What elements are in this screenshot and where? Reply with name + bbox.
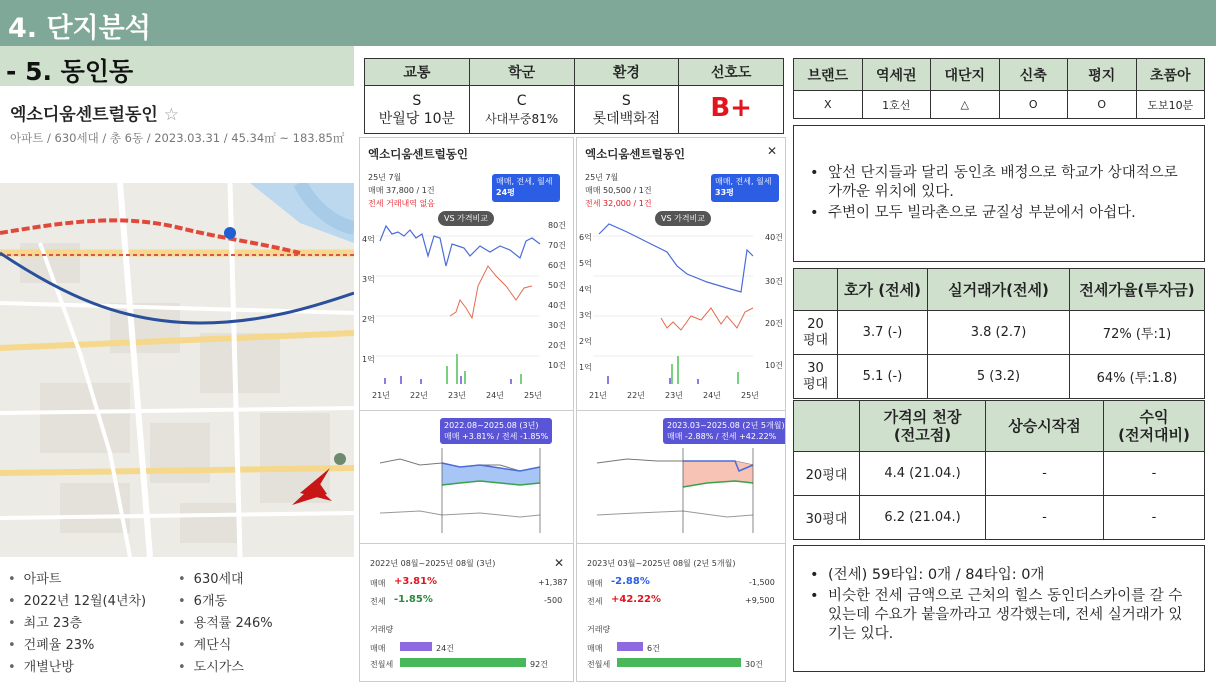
- tooltip-range: 2023.03~2025.08 (2년 5개월): [667, 421, 785, 430]
- summary-range: 2022년 08월~2025년 08월 (3년): [370, 559, 496, 568]
- fact-bcr: • 건폐율 23%: [8, 634, 94, 653]
- axis-y2: 10건: [765, 361, 783, 370]
- attr-header-large: 대단지: [931, 59, 1000, 91]
- axis-year: 21년: [372, 391, 390, 400]
- map-graphic: [0, 183, 354, 557]
- panel-chart-compare: [577, 443, 786, 538]
- price-header-real: 실거래가(전세): [928, 269, 1070, 311]
- summary-sale-amt: +1,387: [538, 578, 568, 587]
- axis-year: 23년: [665, 391, 683, 400]
- divider: [360, 543, 574, 544]
- axis-y2: 20건: [765, 319, 783, 328]
- panel-month: 25년 7월: [368, 173, 402, 182]
- volume-jeonse: 30건: [745, 660, 763, 669]
- axis-y2: 20건: [548, 341, 566, 350]
- summary-jeonse-label: 전세: [370, 597, 386, 606]
- attributes-table: [793, 58, 1205, 119]
- price-ask: 5.1 (-): [838, 355, 928, 399]
- rating-cell-traffic: [365, 86, 470, 134]
- close-icon[interactable]: ✕: [767, 144, 778, 158]
- star-icon[interactable]: ☆: [163, 105, 179, 125]
- volume-bar-sale: [617, 642, 643, 651]
- axis-y2: 30건: [548, 321, 566, 330]
- summary-sale-amt: -1,500: [749, 578, 775, 587]
- volume-bar-sale: [400, 642, 432, 651]
- panel-title: 엑소디움센트럴동인: [585, 147, 685, 161]
- volume-sale: 24건: [436, 644, 454, 653]
- rating-table: [364, 58, 784, 134]
- preference-grade: B+: [710, 92, 752, 123]
- price-ratio: 64% (투:1.8): [1070, 355, 1205, 399]
- fact-gas: • 도시가스: [178, 656, 244, 675]
- axis-y2: 40건: [765, 233, 783, 242]
- attr-header-flat: 평지: [1068, 59, 1137, 91]
- axis-y: 4억: [362, 235, 375, 244]
- axis-year: 23년: [448, 391, 466, 400]
- peak-table: [793, 400, 1205, 540]
- vs-compare-button[interactable]: VS 가격비교: [438, 211, 494, 226]
- axis-year: 25년: [524, 391, 542, 400]
- axis-y: 3억: [579, 311, 592, 320]
- apartment-name: [10, 100, 179, 125]
- axis-y2: 60건: [548, 261, 566, 270]
- price-row-label: 30 평대: [794, 355, 838, 399]
- section-title: 4. 단지분석: [8, 13, 151, 44]
- fact-buildings: • 6개동: [178, 590, 227, 609]
- price-table: [793, 268, 1205, 399]
- volume-jeonse-label: 전월세: [370, 660, 394, 669]
- axis-y2: 70건: [548, 241, 566, 250]
- detail-env: 롯데백화점: [592, 110, 661, 127]
- rating-header-pref: 선호도: [679, 59, 784, 86]
- attr-header-new: 신축: [999, 59, 1068, 91]
- axis-y: 3억: [362, 275, 375, 284]
- detail-traffic: 반월당 10분: [378, 110, 456, 127]
- subsection-header: [0, 46, 354, 86]
- divider: [577, 543, 786, 544]
- filter-label: 매매, 전세, 월세: [496, 177, 553, 186]
- panel-jeonse: 전세 거래내역 없음: [368, 199, 435, 208]
- analysis-note-1: [793, 125, 1205, 262]
- attr-brand: X: [794, 91, 863, 119]
- note1-item: • 주변이 모두 빌라촌으로 균질성 부분에서 아쉽다.: [802, 204, 1194, 223]
- divider: [360, 410, 574, 411]
- peak-header-gain: 수익 (전저대비): [1104, 401, 1205, 452]
- filter-label: 매매, 전세, 월세: [715, 177, 772, 186]
- summary-jeonse-label: 전세: [587, 597, 603, 606]
- peak-header-blank: [794, 401, 860, 452]
- peak-start: -: [986, 496, 1104, 540]
- panel-sale: 매매 37,800 / 1건: [368, 186, 435, 195]
- rating-cell-pref: [679, 86, 784, 134]
- section-header: [0, 0, 1216, 46]
- axis-year: 22년: [627, 391, 645, 400]
- attr-station: 1호선: [862, 91, 931, 119]
- range-tooltip: [440, 418, 552, 444]
- peak-gain: -: [1104, 452, 1205, 496]
- axis-year: 24년: [486, 391, 504, 400]
- peak-value: 4.4 (21.04.): [860, 452, 986, 496]
- axis-y: 5억: [579, 259, 592, 268]
- tooltip-pct: 매매 +3.81% / 전세 -1.85%: [444, 432, 549, 441]
- attr-school: 도보10분: [1136, 91, 1205, 119]
- panel-chart-main: [360, 216, 574, 406]
- price-panel-24: [359, 137, 574, 682]
- rating-cell-env: [574, 86, 679, 134]
- volume-sale-label: 매매: [587, 644, 603, 653]
- price-ratio: 72% (투:1): [1070, 311, 1205, 355]
- subsection-title: - 5. 동인동: [6, 57, 134, 86]
- filter-area: 24평: [496, 188, 515, 197]
- volume-jeonse: 92건: [530, 660, 548, 669]
- attr-header-station: 역세권: [862, 59, 931, 91]
- peak-row-label: 20평대: [794, 452, 860, 496]
- panel-month: 25년 7월: [585, 173, 619, 182]
- divider: [577, 410, 786, 411]
- rating-header-env: 환경: [574, 59, 679, 86]
- fact-built: • 2022년 12월(4년차): [8, 590, 146, 609]
- summary-jeonse-pct: -1.85%: [394, 594, 433, 605]
- attr-header-brand: 브랜드: [794, 59, 863, 91]
- summary-sale-pct: -2.88%: [611, 576, 650, 587]
- location-map[interactable]: [0, 183, 354, 557]
- summary-sale-label: 매매: [370, 579, 386, 588]
- range-tooltip: [663, 418, 786, 444]
- axis-year: 22년: [410, 391, 428, 400]
- axis-y: 1억: [362, 355, 375, 364]
- grade-traffic: S: [412, 92, 422, 109]
- attr-flat: O: [1068, 91, 1137, 119]
- rating-cell-school: [469, 86, 574, 134]
- type-filter[interactable]: [492, 174, 560, 202]
- summary-range: 2023년 03월~2025년 08월 (2년 5개월): [587, 559, 736, 568]
- axis-y: 6억: [579, 233, 592, 242]
- attr-new: O: [999, 91, 1068, 119]
- axis-year: 24년: [703, 391, 721, 400]
- grade-school: C: [516, 92, 527, 109]
- volume-sale-label: 매매: [370, 644, 386, 653]
- axis-year: 25년: [741, 391, 759, 400]
- volume-title: 거래량: [370, 625, 394, 634]
- axis-y: 1억: [579, 363, 592, 372]
- price-header-ask: 호가 (전세): [838, 269, 928, 311]
- summary-jeonse-amt: +9,500: [745, 596, 775, 605]
- price-real: 5 (3.2): [928, 355, 1070, 399]
- axis-y: 4억: [579, 285, 592, 294]
- attr-header-school: 초품아: [1136, 59, 1205, 91]
- close-icon[interactable]: ✕: [554, 556, 565, 570]
- fact-households: • 630세대: [178, 568, 244, 587]
- volume-bar-jeonse: [617, 658, 741, 667]
- rating-header-school: 학군: [469, 59, 574, 86]
- price-row-label: 20 평대: [794, 311, 838, 355]
- summary-jeonse-pct: +42.22%: [611, 594, 662, 605]
- note2-item: • (전세) 59타입: 0개 / 84타입: 0개: [802, 566, 1194, 585]
- apartment-meta: 아파트 / 630세대 / 총 6동 / 2023.03.31 / 45.34㎡ ~ 183.85㎡: [10, 131, 345, 145]
- note1-item: • 앞선 단지들과 달리 동인초 배정으로 학교가 상대적으로 가까운 위치에 있다.: [802, 164, 1194, 202]
- grade-env: S: [621, 92, 631, 109]
- volume-bar-jeonse: [400, 658, 526, 667]
- fact-heating: • 개별난방: [8, 656, 74, 675]
- axis-y2: 10건: [548, 361, 566, 370]
- detail-school: 사대부중81%: [485, 111, 559, 126]
- axis-year: 21년: [589, 391, 607, 400]
- peak-header-peak: 가격의 천장 (전고점): [860, 401, 986, 452]
- rating-header-traffic: 교통: [365, 59, 470, 86]
- panel-sale: 매매 50,500 / 1건: [585, 186, 652, 195]
- vs-compare-button[interactable]: VS 가격비교: [655, 211, 711, 226]
- axis-y2: 50건: [548, 281, 566, 290]
- peak-row-label: 30평대: [794, 496, 860, 540]
- axis-y2: 40건: [548, 301, 566, 310]
- summary-jeonse-amt: -500: [544, 596, 563, 605]
- peak-start: -: [986, 452, 1104, 496]
- peak-header-start: 상승시작점: [986, 401, 1104, 452]
- analysis-note-2: [793, 545, 1205, 672]
- summary-sale-label: 매매: [587, 579, 603, 588]
- axis-y2: 30건: [765, 277, 783, 286]
- volume-sale: 6건: [647, 644, 660, 653]
- price-real: 3.8 (2.7): [928, 311, 1070, 355]
- price-ask: 3.7 (-): [838, 311, 928, 355]
- axis-y: 2억: [362, 315, 375, 324]
- type-filter[interactable]: [711, 174, 779, 202]
- price-header-ratio: 전세가율(투자금): [1070, 269, 1205, 311]
- tooltip-pct: 매매 -2.88% / 전세 +42.22%: [667, 432, 777, 441]
- fact-stair: • 계단식: [178, 634, 231, 653]
- volume-title: 거래량: [587, 625, 611, 634]
- summary-sale-pct: +3.81%: [394, 576, 438, 587]
- price-header-blank: [794, 269, 838, 311]
- apartment-name-text: 엑소디움센트럴동인: [10, 105, 158, 125]
- panel-title: 엑소디움센트럴동인: [368, 147, 468, 161]
- fact-floors: • 최고 23층: [8, 612, 82, 631]
- fact-far: • 용적률 246%: [178, 612, 273, 631]
- attr-large: △: [931, 91, 1000, 119]
- price-panel-33: [576, 137, 786, 682]
- panel-jeonse: 전세 32,000 / 1건: [585, 199, 652, 208]
- volume-jeonse-label: 전월세: [587, 660, 611, 669]
- panel-chart-main: [577, 216, 786, 406]
- axis-y2: 80건: [548, 221, 566, 230]
- filter-area: 33평: [715, 188, 734, 197]
- axis-y: 2억: [579, 337, 592, 346]
- peak-gain: -: [1104, 496, 1205, 540]
- tooltip-range: 2022.08~2025.08 (3년): [444, 421, 539, 430]
- peak-value: 6.2 (21.04.): [860, 496, 986, 540]
- fact-type: • 아파트: [8, 568, 61, 587]
- panel-chart-compare: [360, 443, 574, 538]
- note2-item: • 비슷한 전세 금액으로 근처의 힐스 동인더스카이를 갈 수 있는데 수요가 붙을까라고 생각했는데, 전세 실거래가 있기는 있다.: [802, 587, 1194, 644]
